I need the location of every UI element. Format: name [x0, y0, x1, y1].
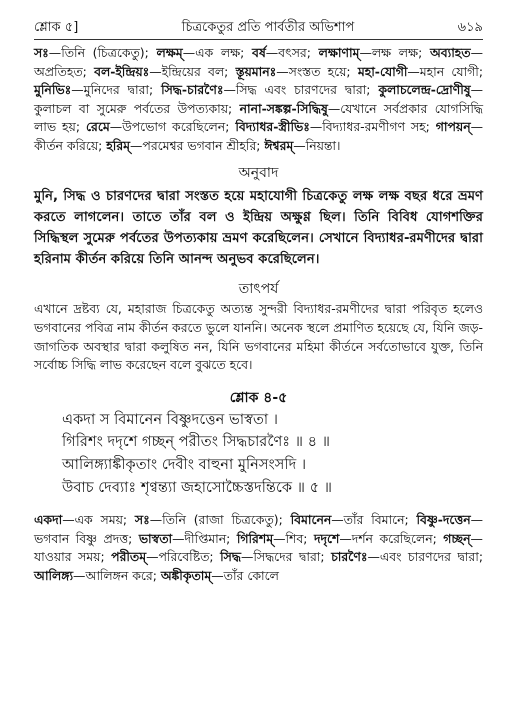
header-rule: [34, 39, 483, 40]
synonym-word: রেমে: [86, 119, 110, 135]
synonym-meaning: উপভোগ করেছিলেন: [122, 119, 226, 135]
synonym-word: সঃ: [134, 512, 150, 528]
chapter-title: চিত্রকেতুর প্রতি পার্বতীর অভিশাপ: [181, 20, 355, 35]
synonym-word: সঃ: [34, 45, 49, 60]
translation-text: মুনি, সিদ্ধ ও চারণদের দ্বারা সংস্তত হয়ে মহাযোগী চিত্রকেতু লক্ষ লক্ষ বছর ধরে ভ্রমণ করতে লাগলেন। তাতে তাঁর বল ও ইন্দ্রিয় অক্ষুণ্ণ ছিল। তিনি বিবিধ যোগশক্তির সিদ্ধিস্থল সুমেরু পর্বতের উপত্যকায় ভ্রমণ করেছিলেন। সেখানে বিদ্যাধর-রমণীদের দ্বারা হরিনাম কীর্তন করিয়ে তিনি আনন্দ অনুভব করেছিলেন।: [34, 188, 483, 268]
synonym-meaning: মুনিদের দ্বারা: [83, 82, 149, 98]
translation-heading: অনুবাদ: [238, 164, 279, 181]
synonym-word: দদৃশে: [313, 530, 340, 546]
synonyms-bottom: একদা—এক সময়; সঃ—তিনি (রাজা চিত্রকেতু); বিমানেন—তাঁর বিমানে; বিষ্ণু-দত্তেন—ভগবান বিষ্ণু প্রদত্ত; ভাস্বতা—দীপ্তিমান; গিরিশম্—শিব; দদৃশে—দর্শন করেছিলেন; গচ্ছন্—যাওয়ার সময়; পরীতম্—পরিবেষ্টিত; সিদ্ধ—সিদ্ধদের দ্বারা; চারণৈঃ—এবং চারণদের দ্বারা; আলিঙ্গ্য—আলিঙ্গন করে; অঙ্কীকৃতাম্—তাঁর কোলে: [34, 512, 483, 583]
synonym-meaning: মহান যোগী: [419, 63, 479, 79]
synonym-word: চারণৈঃ: [331, 549, 368, 565]
synonyms-top: সঃ—তিনি (চিত্রকেতু); লক্ষম্—এক লক্ষ; বর্ষ—বৎসর; লক্ষাণাম্—লক্ষ লক্ষ; অব্যাহত—অপ্রতিহত; বল-ইন্দ্রিয়ঃ—ইন্দ্রিয়ের বল; স্তূয়মানঃ—সংস্তত হয়ে; মহা-যোগী—মহান যোগী; মুনিভিঃ—মুনিদের দ্বারা; সিদ্ধ-চারণৈঃ—সিদ্ধ এবং চারণদের দ্বারা; কুলাচলেন্দ্র-দ্রোণীষু—কুলাচল বা সুমেরু পর্বতের উপত্যকায়; নানা-সঙ্কল্প-সিদ্ধিষু—যেখানে সর্বপ্রকার যোগসিদ্ধি লাভ হয়; রেমে—উপভোগ করেছিলেন; বিদ্যাধর-স্ত্রীভিঃ—বিদ্যাধর-রমণীগণ সহ; গাপয়ন্—কীর্তন করিয়ে; হরিম্—পরমেশ্বর ভগবান শ্রীহরি; ঈশ্বরম্—নিয়ন্তা।: [34, 45, 483, 153]
synonym-word: কুলাচলেন্দ্র-দ্রোণীষু: [378, 82, 471, 98]
synonym-meaning: নিয়ন্তা।: [305, 137, 341, 153]
verse-line: একদা স বিমানেন বিষ্ণুদত্তেন ভাস্বতা ।: [62, 410, 279, 428]
synonym-word: গিরিশম্: [236, 530, 274, 546]
synonym-meaning: তাঁর কোলে: [223, 567, 279, 583]
synonym-word: একদা: [34, 512, 63, 528]
synonym-word: বল-ইন্দ্রিয়ঃ: [94, 63, 150, 79]
synonym-meaning: যাওয়ার সময়: [34, 549, 101, 565]
synonym-meaning: এক লক্ষ: [195, 45, 241, 60]
synonym-word: বর্ষ: [252, 45, 266, 60]
synonym-word: বিষ্ণু-দত্তেন: [416, 512, 471, 528]
synonym-meaning: তাঁর বিমানে: [343, 512, 405, 528]
purport-text: এখানে দ্রষ্টব্য যে, মহারাজ চিত্রকেতু অত্যন্ত সুন্দরী বিদ্যাধর-রমণীদের দ্বারা পরিবৃত হলেও ভগবানের পবিত্র নাম কীর্তন করতে ভুলে যাননি। অনেক স্থলে প্রমাণিত হয়েছে যে, যিনি জড়-জাগতিক অবস্থার দ্বারা কলুষিত নন, যিনি ভগবানের মহিমা কীর্তনে সর্বতোভাবে যুক্ত, তিনি সর্বোচ্চ সিদ্ধি লাভ করেছেন বলে বুঝতে হবে।: [34, 301, 483, 373]
synonym-meaning: শিব: [285, 530, 304, 546]
synonym-meaning: ইন্দ্রিয়ের বল: [161, 63, 225, 79]
page-number: ৬১৯: [457, 20, 483, 35]
synonym-meaning: লক্ষ লক্ষ: [371, 45, 419, 60]
synonym-meaning: কীর্তন করিয়ে: [34, 137, 99, 153]
synonym-meaning: দর্শন করেছিলেন: [351, 530, 433, 546]
synonym-meaning: আলিঙ্গন করে: [85, 567, 153, 583]
synonym-meaning: এবং চারণদের দ্বারা: [379, 549, 479, 565]
synonym-word: মুনিভিঃ: [34, 82, 72, 98]
synonym-word: অঙ্কীকৃতাম্: [160, 567, 212, 583]
synonym-word: ঈশ্বরম্: [264, 137, 294, 153]
synonym-meaning: যেখানে সর্বপ্রকার যোগসিদ্ধি লাভ হয়: [34, 100, 483, 135]
verse-reference: শ্লোক ৫]: [34, 20, 79, 35]
synonym-word: বিমানেন: [290, 512, 332, 528]
synonym-meaning: তিনি (রাজা চিত্রকেতু): [162, 512, 279, 528]
synonym-meaning: পরিবেষ্টিত: [158, 549, 210, 565]
verse-text: [62, 409, 483, 499]
synonym-meaning: ভগবান বিষ্ণু প্রদত্ত: [34, 530, 129, 546]
synonym-word: সিদ্ধ: [220, 549, 241, 565]
synonym-meaning: দীপ্তিমান: [184, 530, 227, 546]
synonym-meaning: অপ্রতিহত: [34, 63, 83, 79]
synonym-word: বিদ্যাধর-স্ত্রীভিঃ: [235, 119, 310, 135]
synonym-word: ভাস্বতা: [138, 530, 173, 546]
synonym-word: মহা-যোগী: [357, 63, 408, 79]
synonym-meaning: সিদ্ধ এবং চারণদের দ্বারা: [235, 82, 367, 98]
synonym-word: স্তূয়মানঃ: [235, 63, 277, 79]
synonym-meaning: বৎসর: [278, 45, 307, 60]
verse-heading: শ্লোক ৪-৫: [229, 389, 288, 406]
synonym-word: হরিম্: [106, 137, 131, 153]
purport-heading: তাৎপর্য: [238, 281, 279, 298]
synonym-word: গচ্ছন্: [443, 530, 471, 546]
synonym-word: নানা-সঙ্কল্প-সিদ্ধিষু: [239, 100, 328, 116]
running-header: [34, 20, 483, 36]
verse-line: উবাচ দেব্যাঃ শৃণ্বন্ত্যা জহাসোচ্চৈস্তদন্তিকে ॥ ৫ ॥: [62, 478, 332, 496]
synonym-meaning: কুলাচল বা সুমেরু পর্বতের উপত্যকায়: [34, 100, 229, 116]
synonym-meaning: বিদ্যাধর-রমণীগণ সহ: [322, 119, 426, 135]
synonym-word: লক্ষম্: [156, 45, 183, 60]
synonym-word: পরীতম্: [111, 549, 147, 565]
verse-line: গিরিশং দদৃশে গচ্ছন্ পরীতং সিদ্ধচারণৈঃ ॥ ৪ ॥: [62, 433, 330, 451]
synonym-word: গাপয়ন্: [435, 119, 471, 135]
synonym-meaning: সংস্তত হয়ে: [288, 63, 347, 79]
synonym-word: আলিঙ্গ্য: [34, 567, 74, 583]
synonym-word: অব্যাহত: [429, 45, 471, 60]
synonym-word: সিদ্ধ-চারণৈঃ: [161, 82, 224, 98]
verse-line: আলিঙ্গ্যাঙ্কীকৃতাং দেবীং বাহুনা মুনিসংসদি ।: [62, 455, 307, 473]
synonym-word: লক্ষাণাম্: [318, 45, 360, 60]
synonym-meaning: এক সময়: [74, 512, 123, 528]
synonym-meaning: তিনি (চিত্রকেতু): [61, 45, 145, 60]
synonym-meaning: পরমেশ্বর ভগবান শ্রীহরি: [142, 137, 257, 153]
synonym-meaning: সিদ্ধদের দ্বারা: [253, 549, 321, 565]
